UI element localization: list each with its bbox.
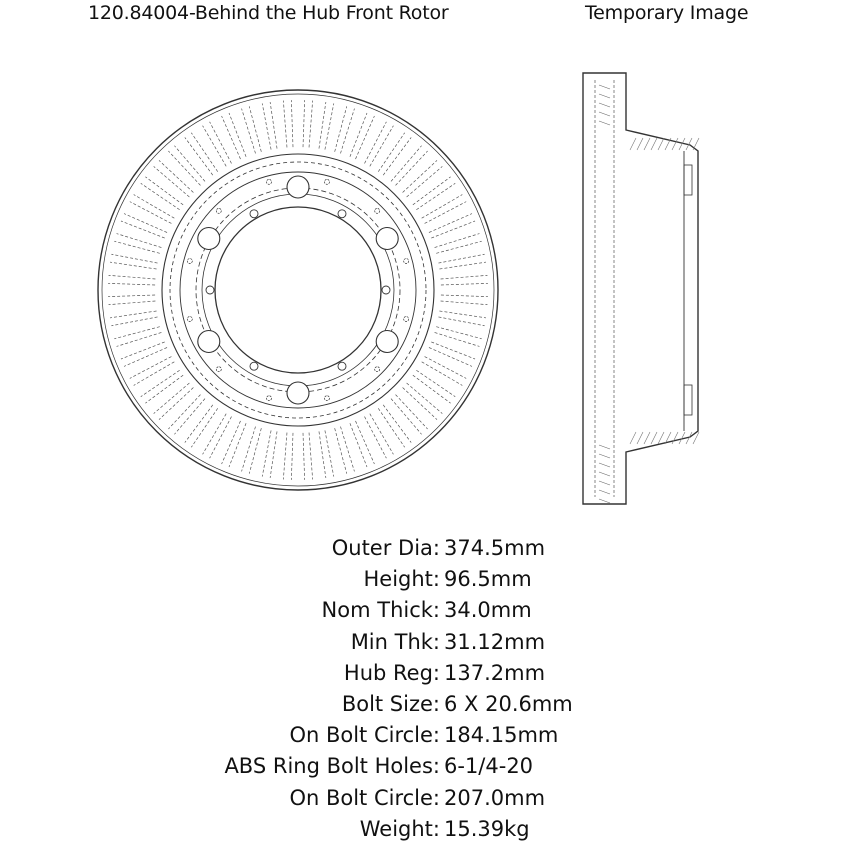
hat-hatch <box>672 432 678 444</box>
cooling-vane-line <box>416 370 455 396</box>
cooling-vane-line <box>441 301 488 305</box>
vent-hatch <box>599 445 610 449</box>
spec-row <box>0 786 850 817</box>
spec-row <box>0 661 850 692</box>
spec-row <box>0 723 850 754</box>
cooling-vane-line <box>191 133 217 172</box>
cooling-vane-line <box>325 430 334 476</box>
cooling-vane-line <box>134 362 175 386</box>
cooling-vane-line <box>441 295 488 297</box>
cooling-vane-line <box>141 183 180 209</box>
spec-value: 6-1/4-20 <box>444 754 534 779</box>
spec-label: Bolt Size: <box>341 692 440 716</box>
outer-edge <box>98 90 498 490</box>
small-hole <box>187 259 192 264</box>
vent-hatch <box>599 490 610 494</box>
cooling-vane-line <box>335 428 347 473</box>
cooling-vane-line <box>203 414 227 455</box>
small-hole <box>267 396 272 401</box>
cooling-vane-line <box>270 102 277 148</box>
cooling-vane-line <box>370 414 394 455</box>
cooling-vane-line <box>145 177 183 205</box>
small-hole <box>324 396 329 401</box>
bolt-hole <box>198 331 220 353</box>
cooling-vane-line <box>262 430 271 476</box>
spec-value: 31.12mm <box>444 629 546 654</box>
bolt-hole <box>287 382 309 404</box>
cooling-vane-line <box>229 423 246 467</box>
cooling-vane-line <box>154 383 190 414</box>
small-hole <box>216 367 221 372</box>
small-hole <box>375 367 380 372</box>
bolt-hole <box>287 176 309 198</box>
center-bore <box>215 207 381 373</box>
cooling-vane-line <box>435 234 480 248</box>
spec-label: On Bolt Circle: <box>289 723 440 748</box>
cooling-vane-line <box>117 234 162 248</box>
cooling-vane-line <box>174 399 205 435</box>
cooling-vane-line <box>191 408 217 447</box>
vent-hatch <box>599 94 610 98</box>
cooling-vane-line <box>108 283 155 285</box>
cooling-vane-line <box>438 317 484 326</box>
cooling-vane-line <box>391 146 422 182</box>
cooling-vane-line <box>242 427 256 472</box>
small-hole <box>324 179 329 184</box>
cooling-vane-line <box>303 100 305 147</box>
vent-hatch <box>599 121 610 125</box>
cooling-vane-line <box>340 109 354 154</box>
spec-row <box>0 817 850 848</box>
cooling-vane-line <box>283 101 287 148</box>
spec-label: Outer Dia: <box>331 536 440 560</box>
cooling-vane-line <box>441 283 488 285</box>
spec-value: 374.5mm <box>444 536 546 560</box>
cooling-vane-line <box>438 254 484 263</box>
bolt-hole <box>376 331 398 353</box>
spec-row <box>0 536 850 567</box>
hat-hatch <box>658 432 664 444</box>
cooling-vane-line <box>108 295 155 297</box>
spec-label: ABS Ring Bolt Holes: <box>224 754 440 779</box>
cooling-vane-line <box>174 146 205 182</box>
abs-bolt-hole <box>206 286 214 294</box>
cooling-vane-line <box>203 126 227 167</box>
spec-value: 15.39kg <box>444 816 530 841</box>
cooling-vane-line <box>416 183 455 209</box>
vent-hatch <box>599 112 610 116</box>
cooling-vane-line <box>413 375 451 403</box>
bolt-hole <box>198 228 220 250</box>
cooling-vane-line <box>407 383 443 414</box>
vent-hatch <box>599 85 610 89</box>
cooling-vane-line <box>168 151 200 185</box>
cooling-vane-line <box>439 311 485 318</box>
vent-hatch <box>599 481 610 485</box>
cooling-vane-line <box>303 433 305 480</box>
small-hole <box>404 316 409 321</box>
cooling-vane-line <box>403 160 437 192</box>
bolt-section <box>684 385 692 415</box>
cooling-vane-line <box>121 342 165 359</box>
cooling-vane-line <box>355 116 374 159</box>
cooling-vane-line <box>109 275 156 279</box>
cooling-vane-line <box>124 347 167 366</box>
small-hole <box>404 259 409 264</box>
cooling-vane-line <box>435 332 480 346</box>
cooling-vane-line <box>141 370 180 396</box>
bolt-hole <box>376 228 398 250</box>
hat-hatch <box>644 138 650 150</box>
cooling-vane-line <box>249 428 261 473</box>
cooling-vane-line <box>159 160 193 192</box>
cooling-vane-line <box>378 408 404 447</box>
hat-hatch <box>651 432 657 444</box>
cooling-vane-line <box>111 254 157 263</box>
cooling-vane-line <box>222 116 241 159</box>
spec-row <box>0 598 850 629</box>
hat-ring-dashed-2 <box>196 188 400 392</box>
vent-hatch <box>599 103 610 107</box>
spec-label: Min Thk: <box>350 629 440 654</box>
cooling-vane-line <box>309 433 313 480</box>
cooling-vane-line <box>436 241 481 253</box>
bolt-section <box>684 165 692 195</box>
spec-row <box>0 630 850 661</box>
cooling-vane-line <box>159 388 193 420</box>
small-hole <box>375 208 380 213</box>
cooling-vane-line <box>109 301 156 305</box>
hat-hatch <box>644 432 650 444</box>
spec-value: 34.0mm <box>444 598 532 623</box>
spec-value: 96.5mm <box>444 567 532 592</box>
cooling-vane-line <box>396 395 428 429</box>
cooling-vane-line <box>222 421 241 464</box>
cooling-vane-line <box>117 332 162 346</box>
cooling-vane-line <box>396 151 428 185</box>
hat-hatch <box>651 138 657 150</box>
cooling-vane-line <box>242 109 256 154</box>
small-hole <box>187 316 192 321</box>
abs-bolt-hole <box>382 286 390 294</box>
cooling-vane-line <box>422 195 463 219</box>
cooling-vane-line <box>114 327 159 339</box>
cooling-vane-line <box>355 421 374 464</box>
cooling-vane-line <box>134 195 175 219</box>
cooling-vane-line <box>291 433 293 480</box>
small-hole <box>216 208 221 213</box>
hat-ring-2 <box>202 194 394 386</box>
spec-value: 137.2mm <box>444 660 546 685</box>
hat-hatch <box>630 432 636 444</box>
cooling-vane-line <box>370 126 394 167</box>
cooling-vane-line <box>229 113 246 157</box>
spec-label: On Bolt Circle: <box>289 785 440 810</box>
cooling-vane-line <box>154 166 190 197</box>
abs-bolt-hole <box>338 362 346 370</box>
hat-hatch <box>672 138 678 150</box>
cooling-vane-line <box>350 113 367 157</box>
rotor-side-view <box>583 73 699 504</box>
rotor-front-view <box>98 90 498 490</box>
cooling-vane-line <box>391 399 422 435</box>
spec-row <box>0 567 850 598</box>
abs-bolt-hole <box>250 210 258 218</box>
cooling-vane-line <box>436 327 481 339</box>
vent-hatch <box>599 463 610 467</box>
cooling-vane-line <box>124 214 167 233</box>
cooling-vane-line <box>145 375 183 403</box>
cooling-vane-line <box>249 106 261 151</box>
cooling-vane-line <box>422 362 463 386</box>
spec-row <box>0 692 850 723</box>
hat-hatch <box>693 138 699 150</box>
abs-bolt-hole <box>250 362 258 370</box>
hat-hatch <box>637 138 643 150</box>
cooling-vane-line <box>403 388 437 420</box>
cooling-vane-line <box>350 423 367 467</box>
vent-hatch <box>599 454 610 458</box>
cooling-vane-line <box>431 221 475 238</box>
spec-value: 184.15mm <box>444 723 559 748</box>
spec-label: Weight: <box>359 816 440 841</box>
cooling-vane-line <box>429 347 472 366</box>
vent-hatch <box>599 499 610 503</box>
cooling-vane-line <box>340 427 354 472</box>
cooling-vane-line <box>185 405 213 443</box>
cooling-vane-line <box>114 241 159 253</box>
cooling-vane-line <box>383 137 411 175</box>
cooling-vane-line <box>429 214 472 233</box>
hat-hatch <box>658 138 664 150</box>
cooling-vane-line <box>121 221 165 238</box>
cooling-vane-line <box>439 262 485 269</box>
rotor-profile <box>583 73 698 504</box>
abs-bolt-hole <box>338 210 346 218</box>
page-title: 120.84004-Behind the Hub Front Rotor <box>88 2 449 24</box>
cooling-vane-line <box>407 166 443 197</box>
cooling-vane-line <box>325 103 334 149</box>
outer-edge-inner <box>102 94 494 486</box>
hat-hatch <box>630 138 636 150</box>
spec-label: Nom Thick: <box>321 598 440 623</box>
cooling-vane-line <box>291 100 293 147</box>
cooling-vane-line <box>378 133 404 172</box>
cooling-vane-line <box>110 311 156 318</box>
spec-row <box>0 754 850 785</box>
small-hole <box>267 179 272 184</box>
spec-value: 207.0mm <box>444 785 546 810</box>
cooling-vane-line <box>110 262 156 269</box>
cooling-vane-line <box>309 101 313 148</box>
spec-label: Height: <box>363 567 440 592</box>
hat-hatch <box>637 432 643 444</box>
cooling-vane-line <box>431 342 475 359</box>
vent-hatch <box>599 472 610 476</box>
cooling-vane-line <box>319 102 326 148</box>
spec-value: 6 X 20.6mm <box>444 692 573 716</box>
cooling-vane-line <box>383 405 411 443</box>
cooling-vane-line <box>168 395 200 429</box>
cooling-vane-line <box>319 431 326 477</box>
cooling-vane-line <box>262 103 271 149</box>
cooling-vane-line <box>185 137 213 175</box>
cooling-vane-line <box>441 275 488 279</box>
cooling-vane-line <box>335 106 347 151</box>
cooling-vane-line <box>413 177 451 205</box>
cooling-vane-line <box>283 433 287 480</box>
cooling-vane-line <box>111 317 157 326</box>
spec-label: Hub Reg: <box>343 660 440 685</box>
cooling-vane-line <box>270 431 277 477</box>
temporary-image-label: Temporary Image <box>585 2 749 24</box>
